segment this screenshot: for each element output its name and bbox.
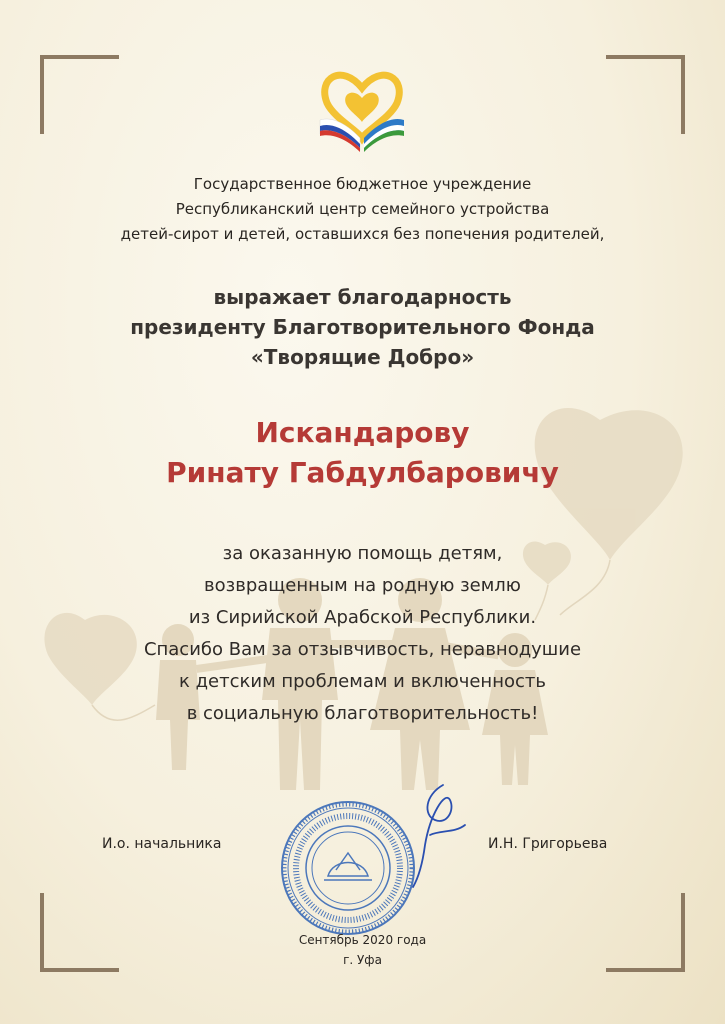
- organization-name: [0, 172, 725, 247]
- reason-line: Спасибо Вам за отзывчивость, неравнодушие: [143, 639, 582, 660]
- reason-line: за оказанную помощь детям,: [222, 543, 503, 564]
- gratitude-line: «Творящие Добро»: [250, 345, 475, 369]
- signatory-position: И.о. начальника: [102, 836, 222, 852]
- organization-line: детей-сирот и детей, оставшихся без попечения родителей,: [120, 225, 605, 243]
- gratitude-statement: [0, 282, 725, 372]
- reason-line: из Сирийской Арабской Республики.: [188, 607, 537, 628]
- recipient-surname: Искандарову: [255, 416, 470, 449]
- gratitude-line: выражает благодарность: [213, 285, 512, 309]
- recipient-given-names: Ринату Габдулбаровичу: [166, 456, 559, 489]
- organization-logo: [312, 58, 412, 153]
- date-place: [0, 930, 725, 970]
- gratitude-line: президенту Благотворительного Фонда: [130, 315, 595, 339]
- reason-line: возвращенным на родную землю: [204, 575, 521, 596]
- reason-line: к детским проблемам и включенность: [179, 671, 546, 692]
- handwritten-signature: [395, 775, 475, 895]
- organization-line: Республиканский центр семейного устройства: [175, 200, 550, 218]
- issue-place: г. Уфа: [343, 953, 382, 967]
- organization-line: Государственное бюджетное учреждение: [193, 175, 532, 193]
- recipient-name: [0, 413, 725, 493]
- reason-text: [0, 538, 725, 730]
- reason-line: в социальную благотворительность!: [186, 703, 539, 724]
- signatory-name: И.Н. Григорьева: [488, 836, 608, 852]
- logo-heart-inner: [345, 93, 379, 122]
- issue-date: Сентябрь 2020 года: [298, 933, 427, 947]
